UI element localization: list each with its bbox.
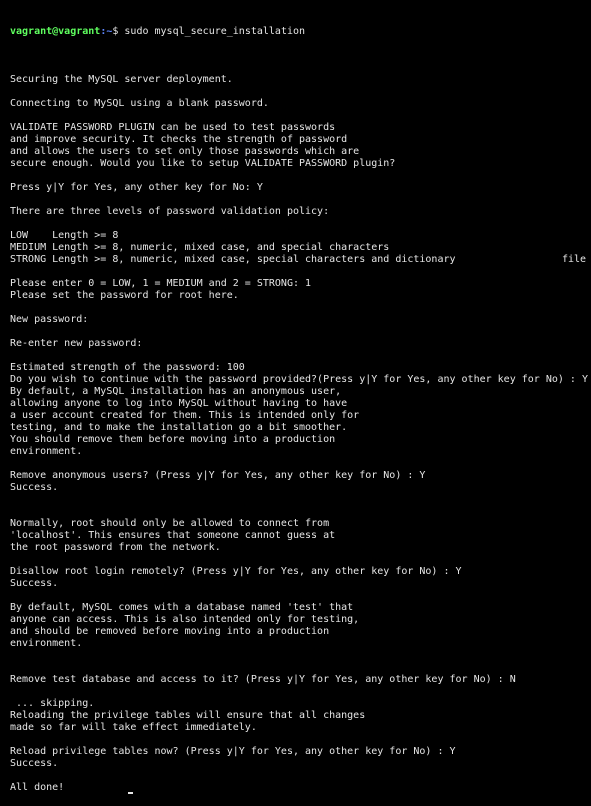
terminal-line-text: Success. <box>10 578 59 589</box>
terminal-line <box>10 146 591 158</box>
terminal-line-text: Please set the password for root here. <box>10 290 239 301</box>
terminal-line <box>10 122 591 134</box>
terminal-line-text: secure enough. Would you like to setup VALIDATE PASSWORD plugin? <box>10 158 396 169</box>
terminal-line <box>10 746 591 758</box>
terminal-line <box>10 158 591 170</box>
terminal-line-text: 'localhost'. This ensures that someone cannot guess at <box>10 530 336 541</box>
terminal-line-text: Remove anonymous users? (Press y|Y for Yes, any other key for No) : Y <box>10 470 426 481</box>
terminal-line <box>10 386 591 398</box>
terminal-line-text: Reloading the privilege tables will ensure that all changes <box>10 710 366 721</box>
terminal-line <box>10 230 591 242</box>
terminal-line-text: By default, MySQL comes with a database named 'test' that <box>10 602 354 613</box>
terminal-line <box>10 578 591 590</box>
terminal-line-text: anyone can access. This is also intended only for testing, <box>10 614 360 625</box>
terminal-line <box>10 110 591 122</box>
terminal-line <box>10 494 591 506</box>
terminal-line-text: the root password from the network. <box>10 542 221 553</box>
terminal-line-text: Connecting to MySQL using a blank password. <box>10 98 269 109</box>
cursor <box>128 792 133 794</box>
terminal-line <box>10 734 591 746</box>
terminal-line <box>10 218 591 230</box>
terminal-line <box>10 302 591 314</box>
terminal-line <box>10 266 591 278</box>
terminal-line-text: and improve security. It checks the strength of password <box>10 134 348 145</box>
terminal-line <box>10 458 591 470</box>
terminal-line-text: Estimated strength of the password: 100 <box>10 362 245 373</box>
terminal-line <box>10 350 591 362</box>
terminal-line-text: All done! <box>10 782 65 793</box>
prompt-user-host: vagrant@vagrant <box>10 26 101 37</box>
terminal-line <box>10 314 591 326</box>
prompt-path: :~ <box>100 26 113 37</box>
terminal-line <box>10 566 591 578</box>
terminal-line <box>10 278 591 290</box>
terminal-line <box>10 134 591 146</box>
terminal-line-text: MEDIUM Length >= 8, numeric, mixed case, and special characters <box>10 242 390 253</box>
terminal-line-text: Please enter 0 = LOW, 1 = MEDIUM and 2 = STRONG: 1 <box>10 278 312 289</box>
terminal-line <box>10 614 591 626</box>
terminal-line <box>10 446 591 458</box>
terminal-line-text: Success. <box>10 482 59 493</box>
terminal-line-text: Reload privilege tables now? (Press y|Y for Yes, any other key for No) : Y <box>10 746 456 757</box>
terminal-line <box>10 638 591 650</box>
terminal-line <box>10 422 591 434</box>
terminal-line <box>10 362 591 374</box>
terminal-line-text: Securing the MySQL server deployment. <box>10 74 233 85</box>
terminal-line <box>10 398 591 410</box>
terminal-line-text: made so far will take effect immediately. <box>10 722 257 733</box>
terminal-line <box>10 254 591 266</box>
terminal-line <box>10 602 591 614</box>
terminal-line <box>10 782 591 794</box>
terminal-line-text: and allows the users to set only those passwords which are <box>10 146 360 157</box>
terminal-line <box>10 662 591 674</box>
terminal-line-text: Re-enter new password: <box>10 338 143 349</box>
terminal-line-text: There are three levels of password validation policy: <box>10 206 330 217</box>
terminal-line <box>10 542 591 554</box>
terminal-line <box>10 98 591 110</box>
terminal-line <box>10 326 591 338</box>
terminal-line-text: Remove test database and access to it? (Press y|Y for Yes, any other key for No) : N <box>10 674 516 685</box>
terminal-line-text: New password: <box>10 314 89 325</box>
terminal-line <box>10 758 591 770</box>
terminal-line <box>10 518 591 530</box>
prompt-symbol: $ <box>112 26 119 37</box>
wrapped-word: file <box>562 254 587 265</box>
terminal-line <box>10 242 591 254</box>
terminal-output <box>10 62 591 794</box>
terminal-line <box>10 374 591 386</box>
terminal-line <box>10 470 591 482</box>
terminal-line <box>10 626 591 638</box>
terminal-line <box>10 482 591 494</box>
terminal-line <box>10 290 591 302</box>
terminal-line <box>10 62 591 74</box>
prompt-line <box>10 26 591 38</box>
terminal-line <box>10 650 591 662</box>
terminal-line <box>10 206 591 218</box>
terminal-line-text: Do you wish to continue with the password provided?(Press y|Y for Yes, any other key for No) : Y <box>10 374 588 385</box>
terminal-line-text: environment. <box>10 446 83 457</box>
prompt-command: sudo mysql_secure_installation <box>118 26 306 37</box>
terminal-line <box>10 74 591 86</box>
terminal-line-text: Success. <box>10 758 59 769</box>
terminal-line-text: testing, and to make the installation go a bit smoother. <box>10 422 348 433</box>
terminal-line-text: You should remove them before moving into a production <box>10 434 336 445</box>
terminal-line <box>10 590 591 602</box>
terminal-line-text: Disallow root login remotely? (Press y|Y for Yes, any other key for No) : Y <box>10 566 462 577</box>
terminal-line <box>10 770 591 782</box>
terminal-line-text: allowing anyone to log into MySQL without having to have <box>10 398 348 409</box>
terminal-line <box>10 410 591 422</box>
terminal-line <box>10 686 591 698</box>
terminal-line-text: LOW Length >= 8 <box>10 230 119 241</box>
terminal-line <box>10 554 591 566</box>
terminal-line <box>10 182 591 194</box>
terminal-line-text: Press y|Y for Yes, any other key for No: Y <box>10 182 263 193</box>
terminal-line-text: STRONG Length >= 8, numeric, mixed case, special characters and dictionary <box>10 254 456 265</box>
terminal-line <box>10 530 591 542</box>
terminal-line <box>10 722 591 734</box>
terminal-line-text: a user account created for them. This is intended only for <box>10 410 360 421</box>
terminal-line <box>10 674 591 686</box>
terminal-line <box>10 434 591 446</box>
terminal-line <box>10 698 591 710</box>
terminal-line <box>10 338 591 350</box>
terminal-line <box>10 170 591 182</box>
terminal-line-text: By default, a MySQL installation has an anonymous user, <box>10 386 342 397</box>
terminal-line-text: and should be removed before moving into a production <box>10 626 330 637</box>
terminal-line <box>10 710 591 722</box>
terminal-line <box>10 506 591 518</box>
terminal-line-text: VALIDATE PASSWORD PLUGIN can be used to test passwords <box>10 122 336 133</box>
terminal-line-text: Normally, root should only be allowed to connect from <box>10 518 330 529</box>
terminal-line <box>10 86 591 98</box>
terminal-line-text: environment. <box>10 638 83 649</box>
terminal-line <box>10 194 591 206</box>
terminal-line-text: ... skipping. <box>10 698 95 709</box>
